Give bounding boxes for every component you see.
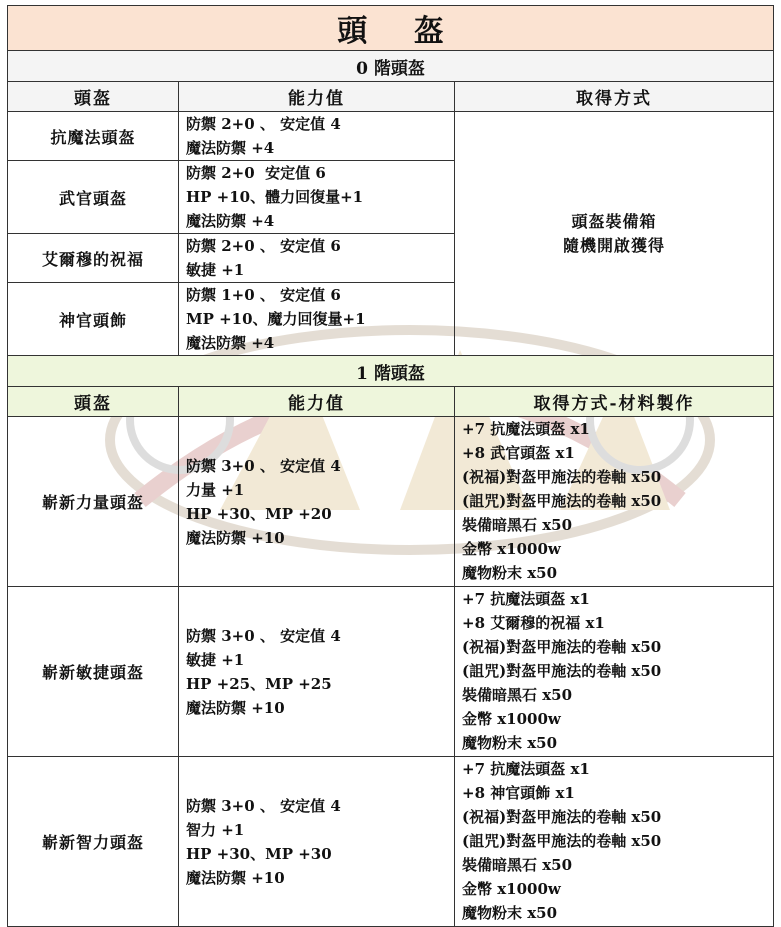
material-list: [455, 417, 774, 587]
tier1-header-obtain: 取得方式-材料製作: [455, 387, 774, 417]
stat-line: 防禦 2+0 安定值 6: [186, 164, 326, 182]
helmet-stats: [179, 587, 455, 757]
material-item: 魔物粉末 x50: [462, 734, 558, 752]
material-item: (詛咒)對盔甲施法的卷軸 x50: [462, 832, 662, 850]
tier0-header-helmet: 頭盔: [8, 82, 179, 112]
stat-line: HP +25、MP +25: [186, 674, 332, 693]
material-item: +8 艾爾穆的祝福 x1: [462, 614, 605, 632]
stat-line: 力量 +1: [186, 480, 245, 499]
stat-line: 魔法防禦 +10: [186, 528, 285, 547]
stat-line: 魔法防禦 +10: [186, 698, 285, 717]
stat-line: 防禦 2+0 、 安定值 6: [186, 237, 341, 255]
tier1-header-helmet: 頭盔: [8, 387, 179, 417]
stat-line: 魔法防禦 +4: [186, 139, 275, 157]
stat-line: 智力 +1: [186, 820, 245, 839]
material-item: 裝備暗黑石 x50: [462, 686, 573, 704]
material-item: (祝福)對盔甲施法的卷軸 x50: [462, 808, 662, 826]
material-item: (祝福)對盔甲施法的卷軸 x50: [462, 468, 662, 486]
stat-line: 防禦 1+0 、 安定值 6: [186, 286, 341, 304]
helmet-name: 嶄新敏捷頭盔: [8, 587, 179, 757]
helmet-stats: [179, 161, 455, 234]
tier0-obtain-method: [455, 112, 774, 356]
helmet-sheet: [7, 5, 773, 927]
tier0-header-stats: 能力值: [179, 82, 455, 112]
material-list: [455, 587, 774, 757]
stat-line: HP +10、體力回復量+1: [186, 188, 364, 206]
stat-line: 防禦 3+0 、 安定值 4: [186, 796, 341, 815]
material-item: 魔物粉末 x50: [462, 564, 558, 582]
helmet-name: 艾爾穆的祝福: [8, 234, 179, 283]
helmet-stats: [179, 417, 455, 587]
material-item: 裝備暗黑石 x50: [462, 516, 573, 534]
material-item: +7 抗魔法頭盔 x1: [462, 760, 590, 778]
material-item: 裝備暗黑石 x50: [462, 856, 573, 874]
material-item: (詛咒)對盔甲施法的卷軸 x50: [462, 662, 662, 680]
material-item: +8 神官頭飾 x1: [462, 784, 575, 802]
stat-line: 防禦 3+0 、 安定值 4: [186, 626, 341, 645]
helmet-stats: [179, 757, 455, 927]
helmet-stats: [179, 234, 455, 283]
material-item: +7 抗魔法頭盔 x1: [462, 420, 590, 438]
tier0-header-obtain: 取得方式: [455, 82, 774, 112]
stat-line: 防禦 2+0 、 安定值 4: [186, 115, 341, 133]
tier0-section-title: 0 階頭盔: [8, 51, 774, 82]
helmet-stats: [179, 283, 455, 356]
tier1-header-stats: 能力值: [179, 387, 455, 417]
stat-line: 魔法防禦 +4: [186, 334, 275, 352]
helmet-name: 武官頭盔: [8, 161, 179, 234]
helmet-stats: [179, 112, 455, 161]
stat-line: 魔法防禦 +4: [186, 212, 275, 230]
stat-line: HP +30、MP +30: [186, 844, 332, 863]
material-item: 金幣 x1000w: [462, 880, 561, 898]
tier1-section-title: 1 階頭盔: [8, 356, 774, 387]
material-item: (詛咒)對盔甲施法的卷軸 x50: [462, 492, 662, 510]
material-item: +7 抗魔法頭盔 x1: [462, 590, 590, 608]
material-list: [455, 757, 774, 927]
helmet-name: 抗魔法頭盔: [8, 112, 179, 161]
helmet-name: 神官頭飾: [8, 283, 179, 356]
stat-line: 敏捷 +1: [186, 261, 245, 279]
material-item: +8 武官頭盔 x1: [462, 444, 575, 462]
helmet-name: 嶄新智力頭盔: [8, 757, 179, 927]
material-item: 魔物粉末 x50: [462, 904, 558, 922]
stat-line: HP +30、MP +20: [186, 504, 332, 523]
obtain-line: 頭盔裝備箱: [571, 211, 657, 231]
stat-line: 防禦 3+0 、 安定值 4: [186, 456, 341, 475]
obtain-line: 隨機開啟獲得: [563, 235, 666, 255]
helmet-table: [7, 5, 774, 927]
stat-line: MP +10、魔力回復量+1: [186, 310, 366, 328]
helmet-name: 嶄新力量頭盔: [8, 417, 179, 587]
material-item: 金幣 x1000w: [462, 710, 561, 728]
page-title: 頭 盔: [8, 6, 774, 51]
material-item: 金幣 x1000w: [462, 540, 561, 558]
stat-line: 魔法防禦 +10: [186, 868, 285, 887]
stat-line: 敏捷 +1: [186, 650, 245, 669]
material-item: (祝福)對盔甲施法的卷軸 x50: [462, 638, 662, 656]
